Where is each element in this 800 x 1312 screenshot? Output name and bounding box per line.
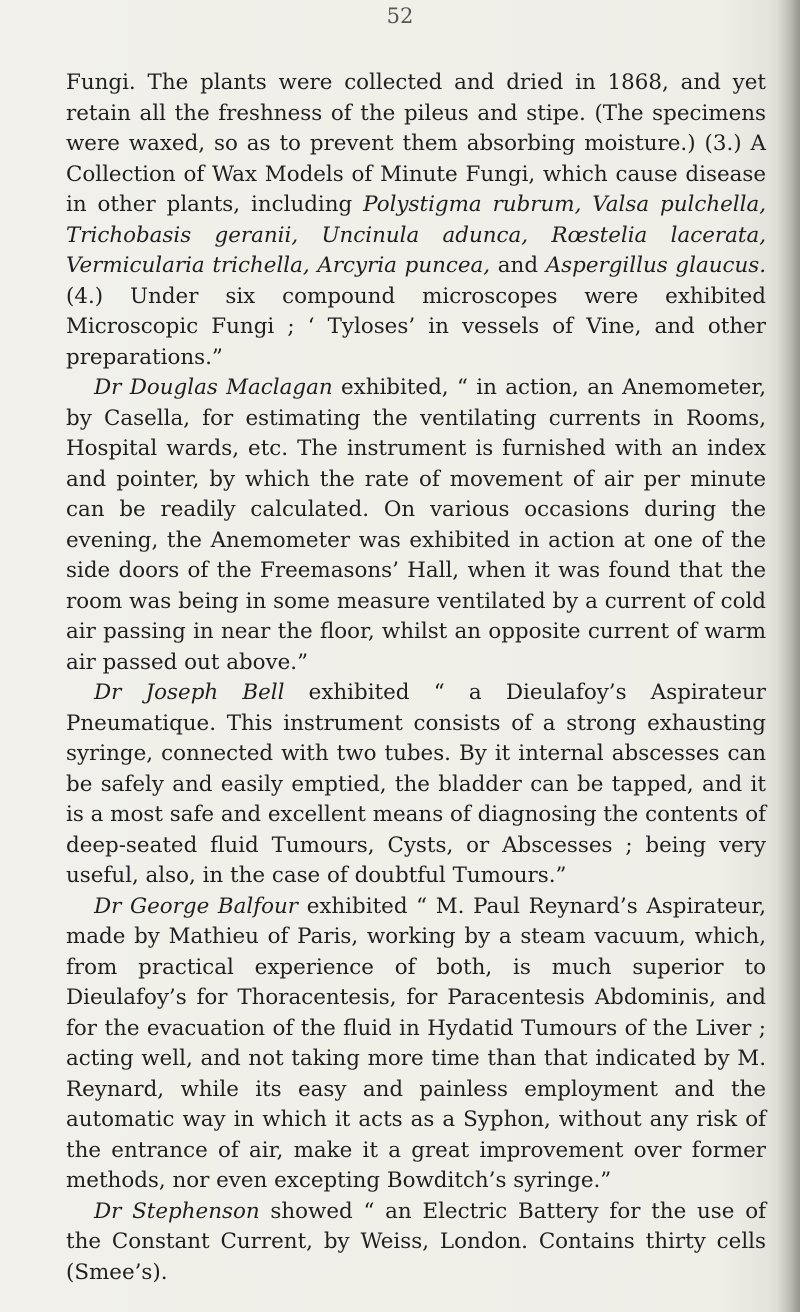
species-list: Polystigma rubrum, Valsa pulchella, Trichobasis geranii, Uncinula adunca, Rœstelia lacerata, Vermicularia trichella, Arcyria puncea, bbox=[66, 192, 767, 278]
paragraph-stephenson bbox=[66, 1197, 766, 1289]
text-span: showed “ an Electric Battery for the use of the Constant Current, by Weiss, London. Contains thirty cells (Smee’s). bbox=[66, 1198, 766, 1285]
text-span: (4.) Under six compound microscopes were exhibited Microscopic Fungi ; ‘ Tyloses’ in vessels of Vine, and other preparations.” bbox=[66, 283, 766, 370]
paragraph-maclagan bbox=[66, 373, 766, 678]
page-edge-shadow bbox=[778, 0, 800, 1312]
text-span: Fungi. The plants were collected and dried in 1868, and yet retain all the freshness of the pileus and stipe. (The specimens were waxed, so as to prevent them absorbing moisture.) (3.) A Collection of Wax Models of Minute Fungi, which cause disease in other plants, including bbox=[66, 70, 766, 217]
exhibitor-name: Dr Joseph Bell bbox=[94, 680, 285, 705]
exhibitor-name: Dr Douglas Maclagan bbox=[94, 375, 333, 400]
body-text bbox=[66, 68, 766, 1288]
paragraph-fungi-continuation bbox=[66, 68, 766, 373]
page-number: 52 bbox=[386, 4, 414, 28]
paragraph-balfour bbox=[66, 892, 766, 1197]
exhibitor-name: Dr George Balfour bbox=[94, 893, 299, 919]
exhibitor-name: Dr Stephenson bbox=[94, 1198, 260, 1224]
text-span: and bbox=[490, 253, 546, 278]
text-span: exhibited “ M. Paul Reynard’s Aspirateur, made by Mathieu of Paris, working by a steam vacuum, which, from practical experience of both, is much superior to Dieulafoy’s for Thoracentesis, for Paracentesis Abdominis, and for the evacuation of the fluid in Hydatid Tumours of the Liver ; acting well, and not taking more time than that indicated by M. Reynard, while its easy and painless employment and the automatic way in which it acts as a Syphon, without any risk of the entrance of air, make it a great improvement over former methods, nor even excepting Bowditch’s syringe.” bbox=[66, 893, 766, 1193]
paragraph-bell bbox=[66, 678, 766, 892]
text-span: exhibited, “ in action, an Anemometer, by Casella, for estimating the ventilating currents in Rooms, Hospital wards, etc. The instrument is furnished with an index and pointer, by which the rate of movement of air per minute can be readily calculated. On various occasions during the evening, the Anemometer was exhibited in action at one of the side doors of the Freemasons’ Hall, when it was found that the room was being in some measure ventilated by a current of cold air passing in near the floor, whilst an opposite current of warm air passed out above.” bbox=[66, 375, 766, 675]
text-span: exhibited “ a Dieulafoy’s Aspirateur Pneumatique. This instrument consists of a strong exhausting syringe, connected with two tubes. By it internal abscesses can be safely and easily emptied, the bladder can be tapped, and it is a most safe and excellent means of diagnosing the contents of deep-seated fluid Tumours, Cysts, or Abscesses ; being very useful, also, in the case of doubtful Tumours.” bbox=[66, 680, 766, 888]
species-name: Aspergillus glaucus. bbox=[545, 253, 767, 278]
